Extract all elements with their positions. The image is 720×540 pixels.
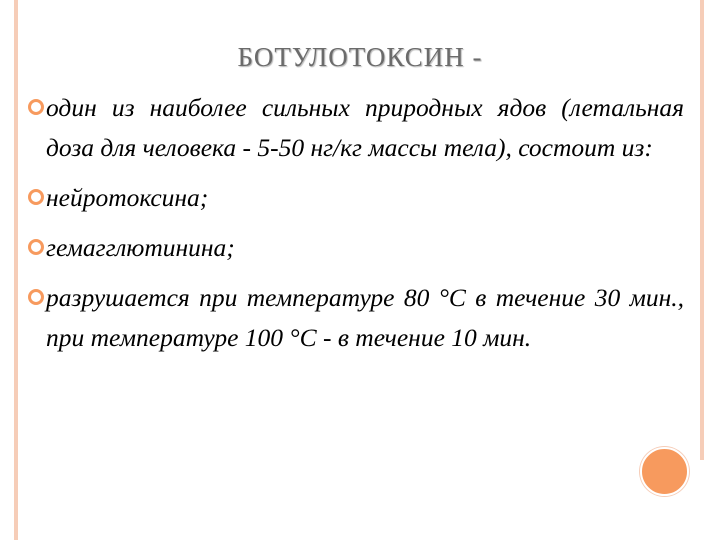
bullet-text: гемагглютинина; bbox=[46, 233, 235, 262]
bullet-list bbox=[28, 88, 684, 358]
bullet-item bbox=[28, 88, 684, 168]
bullet-text: нейротоксина; bbox=[46, 183, 209, 212]
bullet-item bbox=[28, 178, 684, 218]
bullet-text: разрушается при температуре 80 °С в течение 30 мин., при температуре 100 °С - в течение 10 мин. bbox=[46, 283, 684, 352]
decorative-circle bbox=[640, 447, 689, 496]
bullet-item bbox=[28, 278, 684, 358]
circle-bullet-icon bbox=[28, 189, 44, 205]
circle-bullet-icon bbox=[28, 289, 44, 305]
circle-bullet-icon bbox=[28, 99, 44, 115]
left-border-decoration bbox=[14, 0, 18, 540]
slide-title: БОТУЛОТОКСИН - bbox=[237, 42, 483, 72]
bullet-text: один из наиболее сильных природных ядов (летальная доза для человека - 5-50 нг/кг массы тела), состоит из: bbox=[46, 93, 684, 162]
bullet-item bbox=[28, 228, 684, 268]
circle-bullet-icon bbox=[28, 239, 44, 255]
